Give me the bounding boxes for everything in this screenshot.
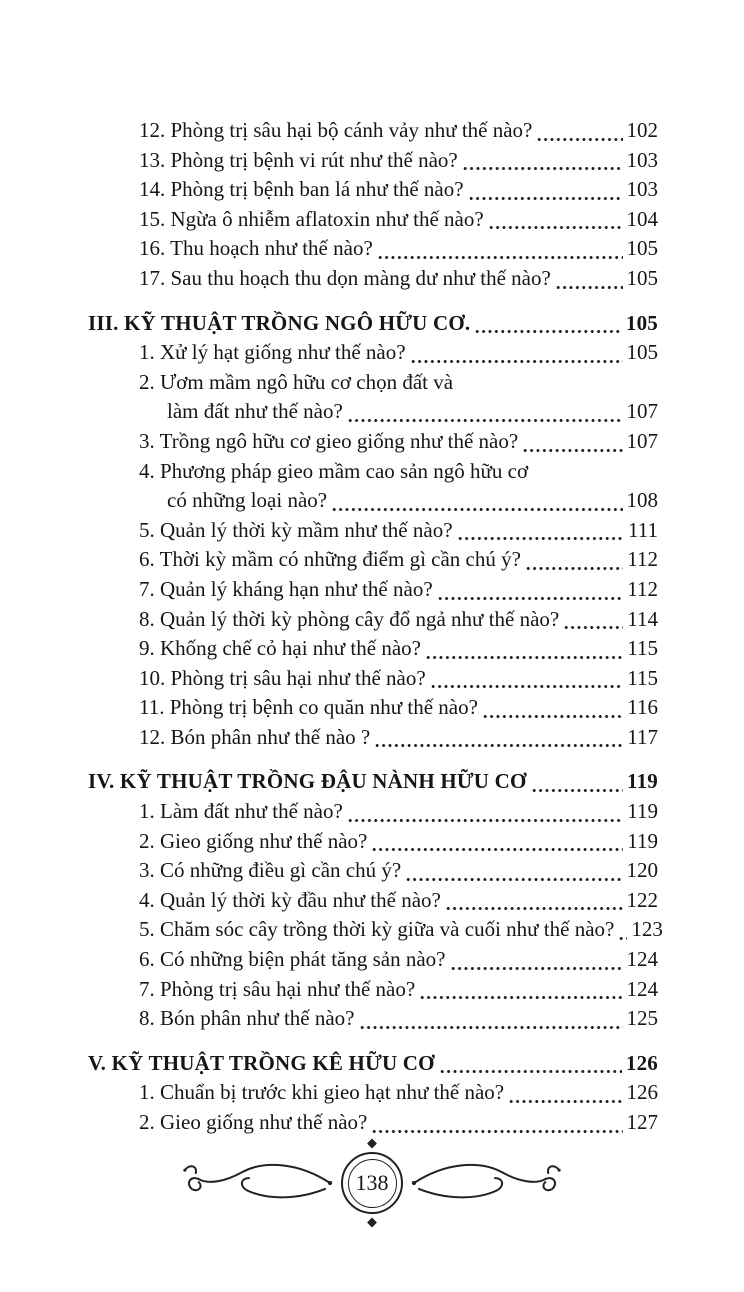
- dot-leader: [332, 503, 622, 512]
- dot-leader: [446, 902, 623, 911]
- toc-entry-row: [88, 368, 658, 398]
- toc-entry-label: 1. Xử lý hạt giống như thế nào?: [139, 340, 406, 365]
- dot-leader: [619, 932, 627, 941]
- toc-entry-row: [88, 486, 658, 516]
- toc-entry-row: [88, 945, 658, 975]
- dot-leader: [556, 281, 623, 290]
- toc-section-row: [88, 767, 658, 797]
- ornament-left-icon: [175, 1152, 333, 1214]
- toc-entry-row: [88, 427, 658, 457]
- toc-entry-row: [88, 856, 658, 886]
- toc-entry-row: [88, 457, 658, 487]
- dot-leader: [537, 133, 622, 142]
- toc-entry-page: 108: [626, 488, 658, 513]
- toc-entry-row: [88, 915, 663, 945]
- toc-entry-label: 8. Quản lý thời kỳ phòng cây đổ ngả như thế nào?: [139, 606, 560, 631]
- toc-entry-row: [88, 605, 658, 635]
- dot-leader: [451, 962, 623, 971]
- dot-leader: [532, 784, 624, 793]
- toc-entry-row: [88, 516, 658, 546]
- toc-entry-label: 3. Trồng ngô hữu cơ gieo giống như thế nào?: [139, 428, 519, 453]
- dot-leader: [463, 162, 623, 171]
- toc-entry-page: 125: [626, 1006, 658, 1031]
- toc-entry-page: 122: [626, 887, 658, 912]
- dot-leader: [509, 1095, 622, 1104]
- toc-entry-page: 112: [627, 576, 658, 601]
- toc-entry-label: 8. Bón phân như thế nào?: [139, 1006, 355, 1031]
- toc-entry-row: [88, 116, 658, 146]
- toc-entry-page: 105: [626, 236, 658, 261]
- toc-entry-page: 112: [627, 547, 658, 572]
- dot-leader: [348, 414, 623, 423]
- toc-entry-row: [88, 397, 658, 427]
- toc-entry-row: [88, 1108, 658, 1138]
- dot-leader: [438, 592, 624, 601]
- dot-leader: [348, 814, 623, 823]
- toc-entry-page: 119: [627, 769, 658, 794]
- toc-entry-label: 17. Sau thu hoạch thu dọn màng dư như thế nào?: [139, 265, 551, 290]
- toc-entry-page: 124: [626, 947, 658, 972]
- toc-entry-label: 15. Ngừa ô nhiễm aflatoxin như thế nào?: [139, 206, 484, 231]
- page-number-badge: [341, 1152, 403, 1214]
- toc-entry-label: IV. KỸ THUẬT TRỒNG ĐẬU NÀNH HỮU CƠ: [88, 769, 527, 794]
- dot-leader: [523, 444, 622, 453]
- toc-entry-row: [88, 634, 658, 664]
- toc-entry-label: 4. Quản lý thời kỳ đầu như thế nào?: [139, 887, 441, 912]
- toc-entry-row: [88, 797, 658, 827]
- toc-entry-page: 104: [626, 206, 658, 231]
- toc-entry-page: 116: [627, 695, 658, 720]
- dot-leader: [458, 532, 625, 541]
- toc-entry-row: [88, 338, 658, 368]
- toc-entry-label: làm đất như thế nào?: [167, 399, 343, 424]
- dot-leader: [375, 739, 623, 748]
- page-footer: [0, 1152, 744, 1214]
- toc-entry-label: 4. Phương pháp gieo mầm cao sản ngô hữu cơ: [139, 458, 529, 483]
- toc-entry-label: 2. Ươm mầm ngô hữu cơ chọn đất và: [139, 369, 454, 394]
- dot-leader: [411, 355, 623, 364]
- toc-entry-label: 12. Phòng trị sâu hại bộ cánh vảy như thế nào?: [139, 118, 533, 142]
- toc-entry-page: 123: [631, 917, 663, 942]
- toc-entry-page: 105: [625, 310, 658, 335]
- toc-entry-row: [88, 575, 658, 605]
- toc-entry-row: [88, 545, 658, 575]
- dot-leader: [431, 680, 624, 689]
- toc-entry-label: 6. Thời kỳ mầm có những điểm gì cần chú ý?: [139, 547, 521, 572]
- toc-entry-row: [88, 175, 658, 205]
- toc-entry-page: 120: [626, 858, 658, 883]
- toc-list: [88, 116, 663, 1138]
- toc-entry-label: 6. Có những biện phát tăng sản nào?: [139, 947, 446, 972]
- toc-entry-page: 103: [626, 177, 658, 202]
- dot-leader: [360, 1021, 623, 1030]
- toc-entry-label: 3. Có những điều gì cần chú ý?: [139, 858, 402, 883]
- dot-leader: [564, 621, 623, 630]
- toc-entry-row: [88, 1004, 658, 1034]
- toc-entry-label: 2. Gieo giống như thế nào?: [139, 828, 368, 853]
- toc-entry-label: 1. Chuẩn bị trước khi gieo hạt như thế nào?: [139, 1080, 505, 1105]
- toc-entry-page: 107: [626, 428, 658, 453]
- toc-entry-label: 14. Phòng trị bệnh ban lá như thế nào?: [139, 177, 464, 202]
- toc-entry-label: có những loại nào?: [167, 488, 328, 513]
- toc-entry-page: 114: [627, 606, 658, 631]
- toc-entry-page: 111: [628, 517, 658, 542]
- toc-entry-label: 12. Bón phân như thế nào ?: [139, 724, 371, 749]
- toc-entry-label: V. KỸ THUẬT TRỒNG KÊ HỮU CƠ: [88, 1050, 435, 1075]
- dot-leader: [372, 1125, 622, 1134]
- ornament-right-icon: [411, 1152, 569, 1214]
- dot-leader: [406, 873, 622, 882]
- toc-entry-label: 7. Quản lý kháng hạn như thế nào?: [139, 576, 433, 601]
- toc-entry-row: [88, 234, 658, 264]
- dot-leader: [378, 251, 623, 260]
- toc-entry-label: III. KỸ THUẬT TRỒNG NGÔ HỮU CƠ.: [88, 310, 471, 335]
- toc-entry-page: 107: [626, 399, 658, 424]
- dot-leader: [426, 651, 623, 660]
- dot-leader: [483, 710, 623, 719]
- toc-entry-row: [88, 827, 658, 857]
- page-number-text: 138: [355, 1170, 389, 1195]
- toc-entry-page: 119: [627, 828, 658, 853]
- toc-entry-row: [88, 264, 658, 294]
- toc-entry-page: 105: [626, 340, 658, 365]
- toc-entry-row: [88, 1078, 658, 1108]
- toc-entry-label: 7. Phòng trị sâu hại như thế nào?: [139, 976, 416, 1001]
- toc-entry-label: 5. Quản lý thời kỳ mầm như thế nào?: [139, 517, 453, 542]
- toc-entry-row: [88, 205, 658, 235]
- toc-entry-row: [88, 693, 658, 723]
- toc-entry-page: 124: [626, 976, 658, 1001]
- toc-entry-page: 115: [627, 636, 658, 661]
- toc-entry-page: 127: [626, 1110, 658, 1134]
- toc-section-row: [88, 1049, 658, 1079]
- toc-entry-page: 126: [625, 1050, 658, 1075]
- toc-entry-page: 126: [626, 1080, 658, 1105]
- dot-leader: [440, 1065, 622, 1074]
- page-number-outer-ring: [341, 1152, 403, 1214]
- page-number: [348, 1159, 397, 1208]
- toc-entry-row: [88, 886, 658, 916]
- toc-entry-page: 105: [626, 265, 658, 290]
- toc-entry-label: 2. Gieo giống như thế nào?: [139, 1110, 368, 1134]
- toc-entry-row: [88, 664, 658, 694]
- dot-leader: [469, 192, 623, 201]
- toc-section-row: [88, 309, 658, 339]
- toc-entry-page: 117: [627, 724, 658, 749]
- toc-entry-row: [88, 146, 658, 176]
- dot-leader: [526, 562, 623, 571]
- toc-entry-page: 102: [626, 118, 658, 142]
- toc-entry-row: [88, 975, 658, 1005]
- dot-leader: [475, 325, 622, 334]
- dot-leader: [420, 991, 622, 1000]
- toc-entry-label: 13. Phòng trị bệnh vi rút như thế nào?: [139, 147, 458, 172]
- dot-leader: [489, 221, 623, 230]
- toc-entry-label: 5. Chăm sóc cây trồng thời kỳ giữa và cuối như thế nào?: [139, 917, 615, 942]
- toc-entry-row: [88, 723, 658, 753]
- toc-entry-label: 11. Phòng trị bệnh co quăn như thế nào?: [139, 695, 478, 720]
- dot-leader: [372, 843, 623, 852]
- toc-entry-label: 10. Phòng trị sâu hại như thế nào?: [139, 665, 426, 690]
- toc-entry-page: 119: [627, 799, 658, 824]
- toc-entry-label: 9. Khống chế cỏ hại như thế nào?: [139, 636, 421, 661]
- toc-entry-page: 115: [627, 665, 658, 690]
- toc-entry-page: 103: [626, 147, 658, 172]
- toc-entry-label: 16. Thu hoạch như thế nào?: [139, 236, 373, 261]
- toc-entry-label: 1. Làm đất như thế nào?: [139, 799, 343, 824]
